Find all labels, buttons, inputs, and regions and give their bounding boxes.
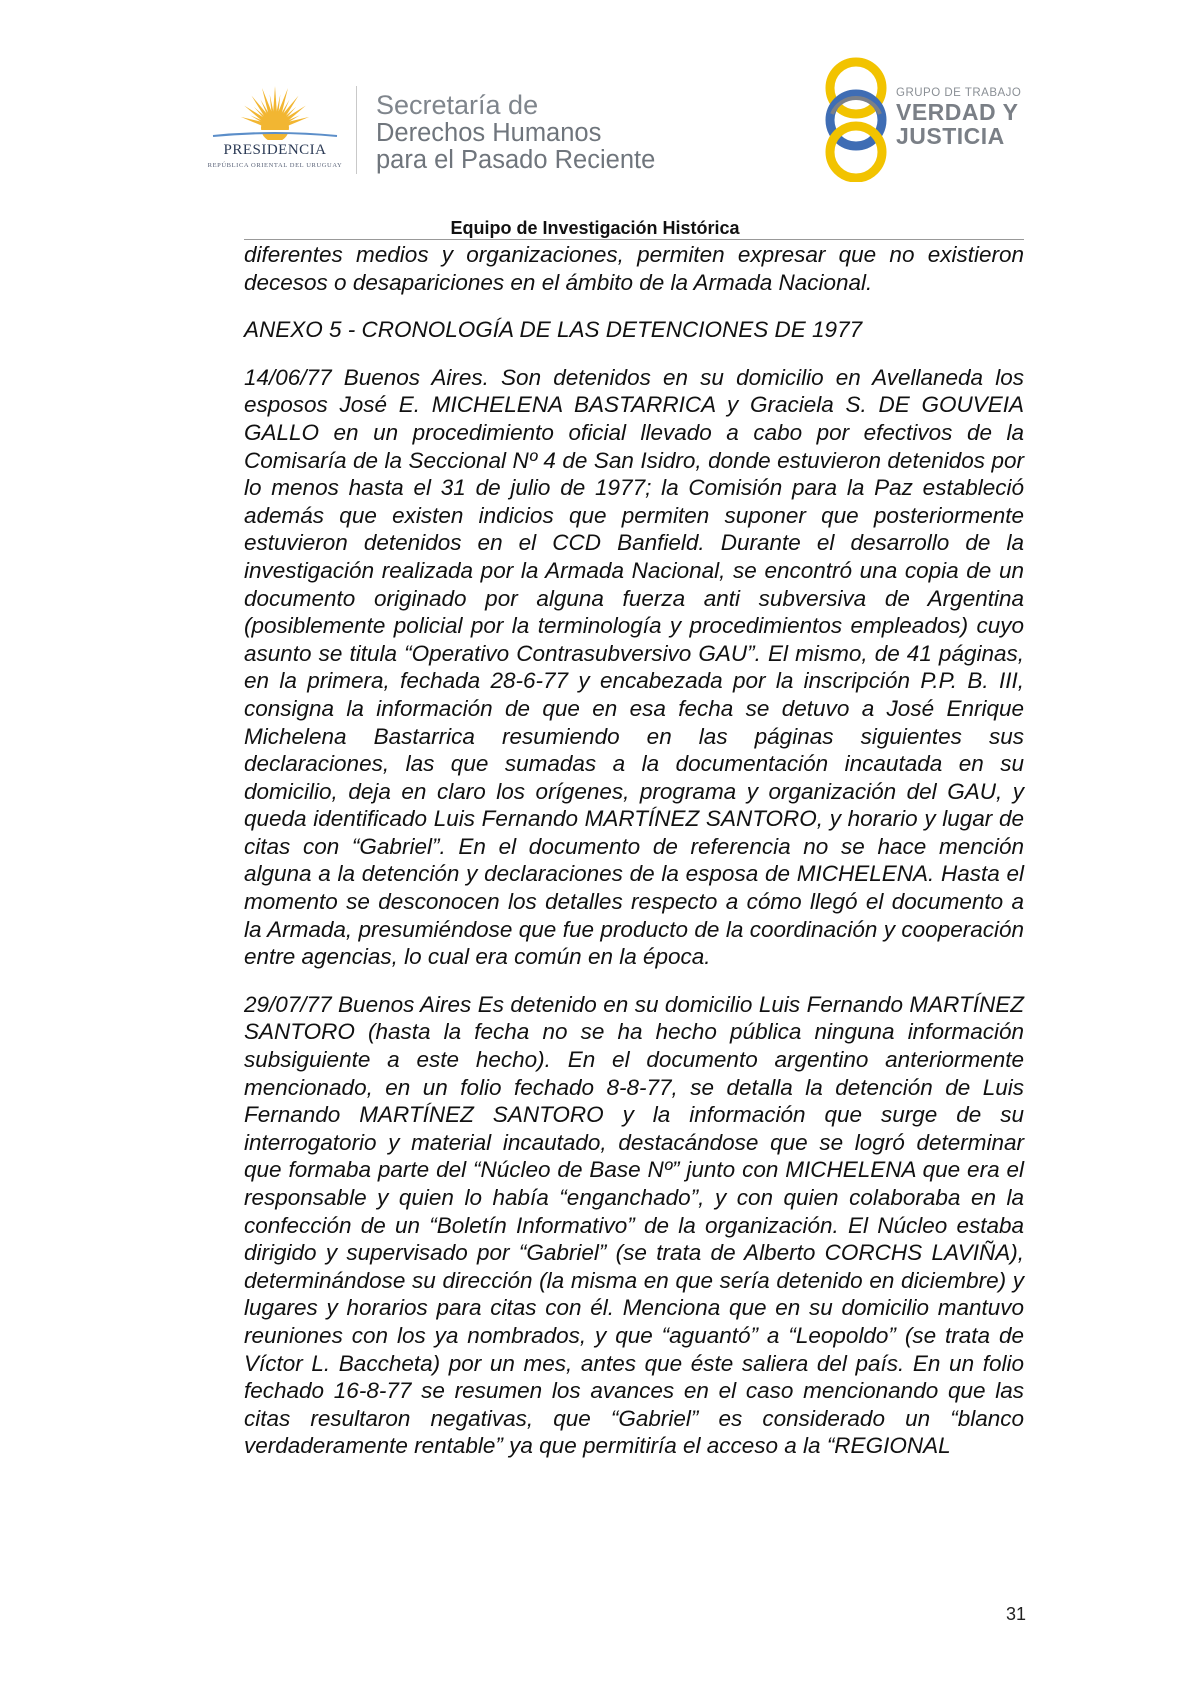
presidencia-name: PRESIDENCIA (223, 142, 327, 158)
paragraph-entry-140677: 14/06/77 Buenos Aires. Son detenidos en su domicilio en Avellaneda los esposos José E. MICHELENA BASTARRICA y Graciela S. DE GOUVEIA GALLO en un procedimiento oficial llevado a cabo por efectivos de la Comisaría de la Seccional Nº 4 de San Isidro, donde estuvieron detenidos por lo menos hasta el 31 de julio de 1977; la Comisión para la Paz estableció además que existen indicios que permiten suponer que posteriormente estuvieron detenidos en el CCD Banfield. Durante el desarrollo de la investigación realizada por la Armada Nacional, se encontró una copia de un documento originado por alguna fuerza anti subversiva de Argentina (posiblemente policial por la terminología y procedimientos empleados) cuyo asunto se titula “Operativo Contrasubversivo GAU”. El mismo, de 41 páginas, en la primera, fechada 28-6-77 y encabezada por la inscripción P.P. B. III, consigna la información de que en esa fecha se detuvo a José Enrique Michelena Bastarrica resumiendo en las páginas siguientes sus declaraciones, las que sumadas a la documentación incautada en su domicilio, deja en claro los orígenes, programa y organización del GAU, y queda identificado Luis Fernando MARTÍNEZ SANTORO, y horario y lugar de citas con “Gabriel”. En el documento de referencia no se hace mención alguna a la detención y declaraciones de la esposa de MICHELENA. Hasta el momento se desconocen los detalles respecto a cómo llegó el documento a la Armada, presumiéndose que fue producto de la coordinación y cooperación entre agencias, lo cual era común en la época. (244, 364, 1024, 970)
rings-icon (822, 56, 894, 182)
paragraph-intro: diferentes medios y organizaciones, permiten expresar que no existieron decesos o desapariciones en el ámbito de la Armada Nacional. (244, 242, 1024, 295)
vj-group-label: GRUPO DE TRABAJO (896, 87, 1022, 99)
verdad-justicia-text (896, 86, 1021, 148)
team-label: Equipo de Investigación Histórica (450, 218, 740, 238)
paragraph-entry-290777: 29/07/77 Buenos Aires Es detenido en su domicilio Luis Fernando MARTÍNEZ SANTORO (hasta la fecha no se ha hecho pública ninguna información subsiguiente a este hecho). En el documento argentino anteriormente mencionado, en un folio fechado 8-8-77, se detalla la detención de Luis Fernando MARTÍNEZ SANTORO y la información que surge de su interrogatorio y material incautado, destacándose que se logró determinar que formaba parte del “Núcleo de Base Nº” junto con MICHELENA que era el responsable y quien lo había “enganchado”, y con quien colaboraba en la confección de un “Boletín Informativo” de la organización. El Núcleo estaba dirigido y supervisado por “Gabriel” (se trata de Alberto CORCHS LAVIÑA), determinándose su dirección (la misma en que sería detenido en diciembre) y lugares y horarios para citas con él. Menciona que en su domicilio mantuvo reuniones con los ya nombrados, y que “aguantó” a “Leopoldo” (se trata de Víctor L. Baccheta) por un mes, antes que éste saliera del país. En un folio fechado 16-8-77 se resumen los avances en el caso mencionando que las citas resultaron negativas, que “Gabriel” es considerado un “blanco verdaderamente rentable” ya que permitiría el acceso a la “REGIONAL (244, 991, 1024, 1459)
vj-line-2: JUSTICIA (896, 123, 1005, 149)
vj-line-1: VERDAD Y (896, 99, 1019, 125)
page-header (0, 0, 1190, 230)
page-number: 31 (1006, 1604, 1027, 1624)
presidencia-subtitle: REPÚBLICA ORIENTAL DEL URUGUAY (207, 162, 343, 169)
secretaria-line-3: para el Pasado Reciente (376, 146, 656, 174)
secretaria-line-1: Secretaría de (376, 90, 539, 120)
document-body (244, 241, 1024, 1480)
header-rule (244, 239, 1024, 240)
annex-heading: ANEXO 5 - CRONOLOGÍA DE LAS DETENCIONES DE 1977 (244, 317, 863, 343)
secretaria-logo-text (376, 90, 655, 174)
header-divider (356, 86, 357, 174)
sun-icon (195, 80, 355, 140)
verdad-justicia-logo (822, 56, 1042, 182)
secretaria-line-2: Derechos Humanos (376, 119, 602, 147)
presidencia-logo (195, 80, 355, 180)
